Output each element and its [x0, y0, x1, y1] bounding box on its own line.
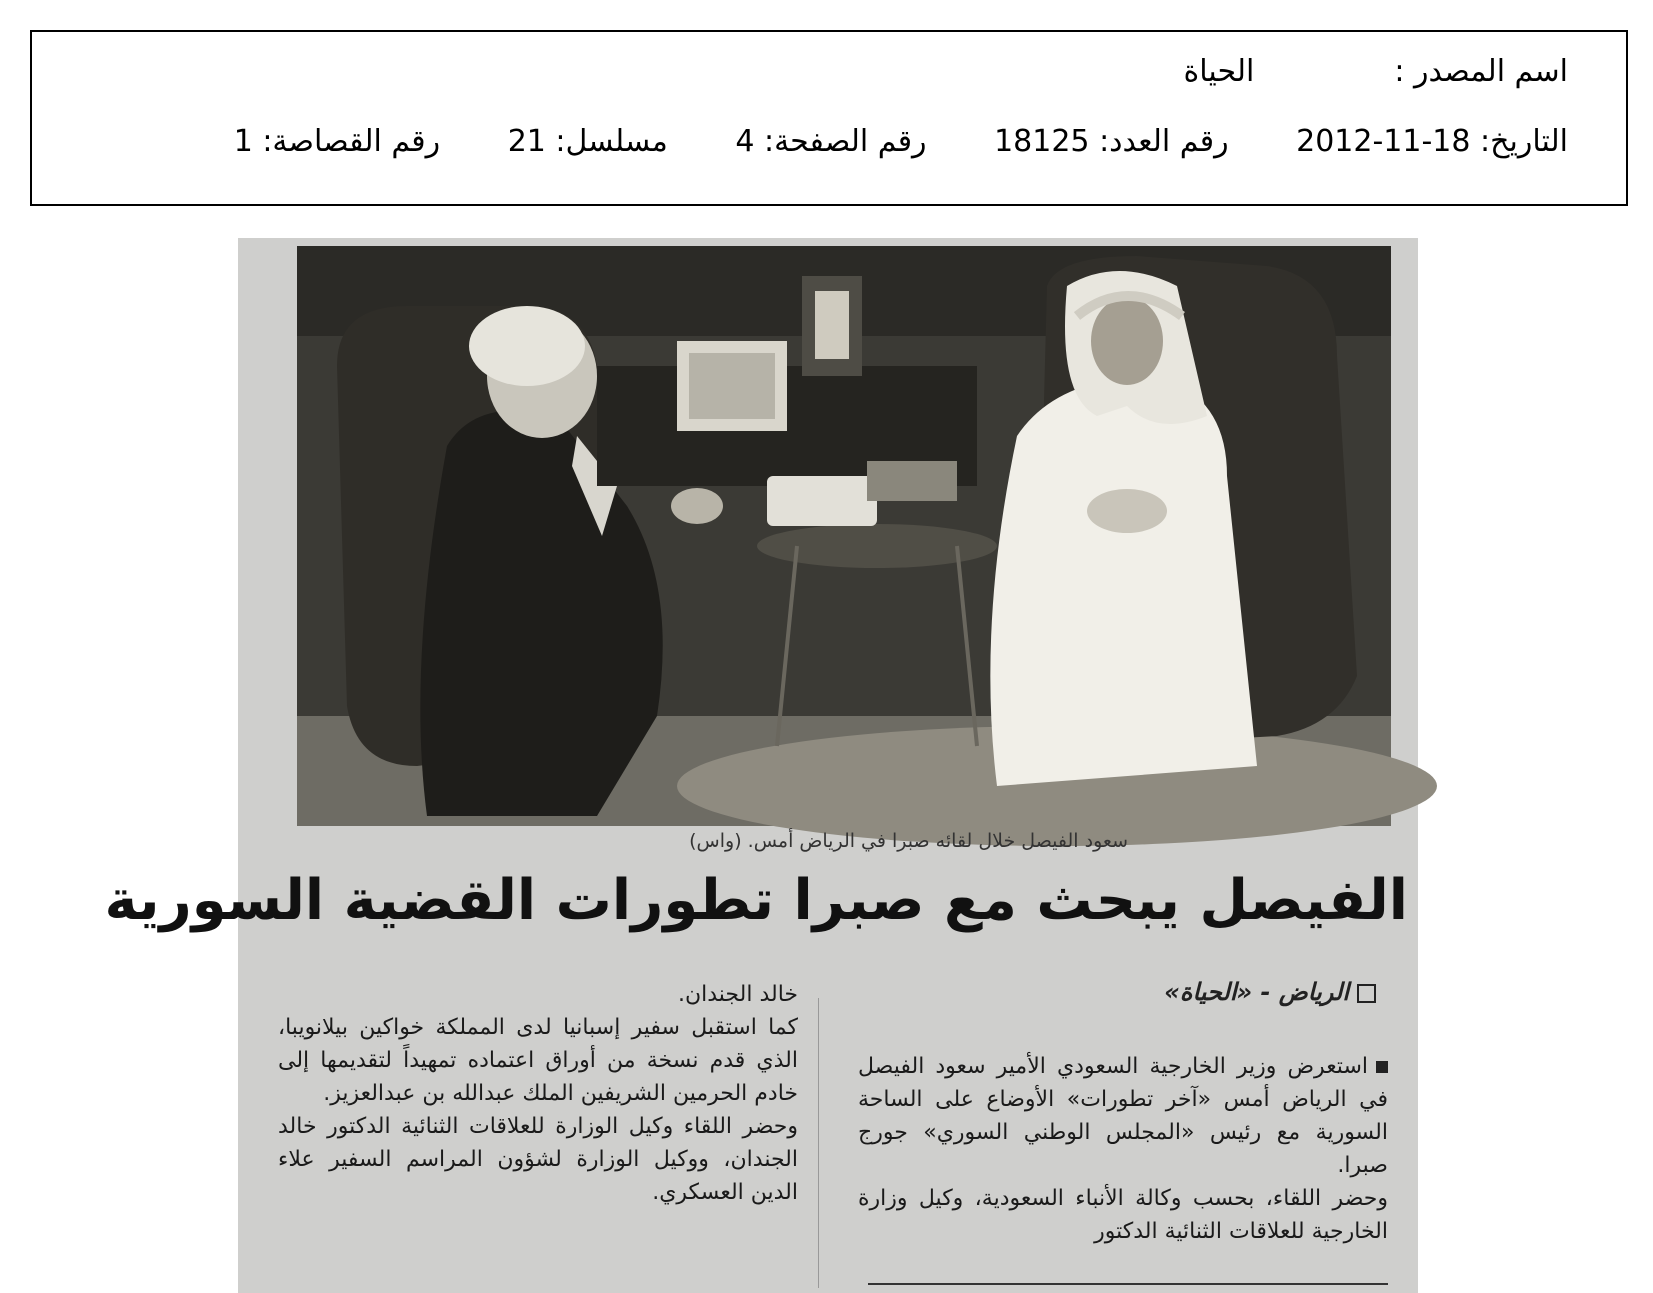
paragraph: كما استقبل سفير إسبانيا لدى المملكة خواكين بيلانويبا، الذي قدم نسخة من أوراق اعتماده تمهيداً لتقديمها إلى خادم الحرمين الشريفين الملك عبدالله بن عبدالعزيز. — [278, 1015, 798, 1106]
article-column-right — [858, 1050, 1388, 1248]
source-label: اسم المصدر : — [1394, 54, 1568, 89]
paragraph: وحضر اللقاء وكيل الوزارة للعلاقات الثنائية الدكتور خالد الجندان، ووكيل الوزارة لشؤون المراسم السفير علاء الدين العسكري. — [278, 1114, 798, 1205]
issue-value: 18125 — [994, 124, 1090, 159]
page-label: رقم الصفحة: — [763, 124, 927, 159]
date-value: 2012-11-18 — [1296, 124, 1471, 159]
serial-label: مسلسل: — [555, 124, 668, 159]
photo-caption: سعود الفيصل خلال لقائه صبرا في الرياض أمس. (واس) — [689, 830, 1128, 852]
clip-label: رقم القصاصة: — [262, 124, 441, 159]
paragraph-text: استعرض وزير الخارجية السعودي الأمير سعود الفيصل في الرياض أمس «آخر تطورات» الأوضاع على الساحة السورية مع رئيس «المجلس الوطني السوري» جورج صبرا. — [858, 1054, 1388, 1178]
source-value: الحياة — [1183, 54, 1255, 89]
newspaper-clipping — [104, 238, 1418, 1293]
column-divider — [818, 998, 819, 1288]
date-label: التاريخ: — [1480, 124, 1568, 159]
issue-label: رقم العدد: — [1099, 124, 1229, 159]
article-photo — [297, 246, 1391, 826]
page-value: 4 — [735, 124, 755, 159]
details-row — [234, 124, 1568, 159]
clipping-metadata-box — [30, 30, 1628, 206]
filled-square-icon — [1376, 1061, 1388, 1073]
article-dateline — [1164, 978, 1376, 1006]
serial-value: 21 — [507, 124, 546, 159]
source-row — [1184, 54, 1568, 89]
paragraph: خالد الجندان. — [677, 982, 798, 1007]
article-column-left — [278, 978, 798, 1209]
square-bullet-icon — [1357, 984, 1376, 1003]
clip-value: 1 — [233, 124, 253, 159]
article-headline: الفيصل يبحث مع صبرا تطورات القضية السورية — [104, 868, 1408, 933]
paragraph — [858, 1050, 1388, 1182]
bottom-divider — [868, 1283, 1388, 1285]
paragraph: وحضر اللقاء، بحسب وكالة الأنباء السعودية، وكيل وزارة الخارجية للعلاقات الثنائية الدكتور — [858, 1186, 1388, 1244]
dateline-text: الرياض - «الحياة» — [1164, 978, 1349, 1006]
